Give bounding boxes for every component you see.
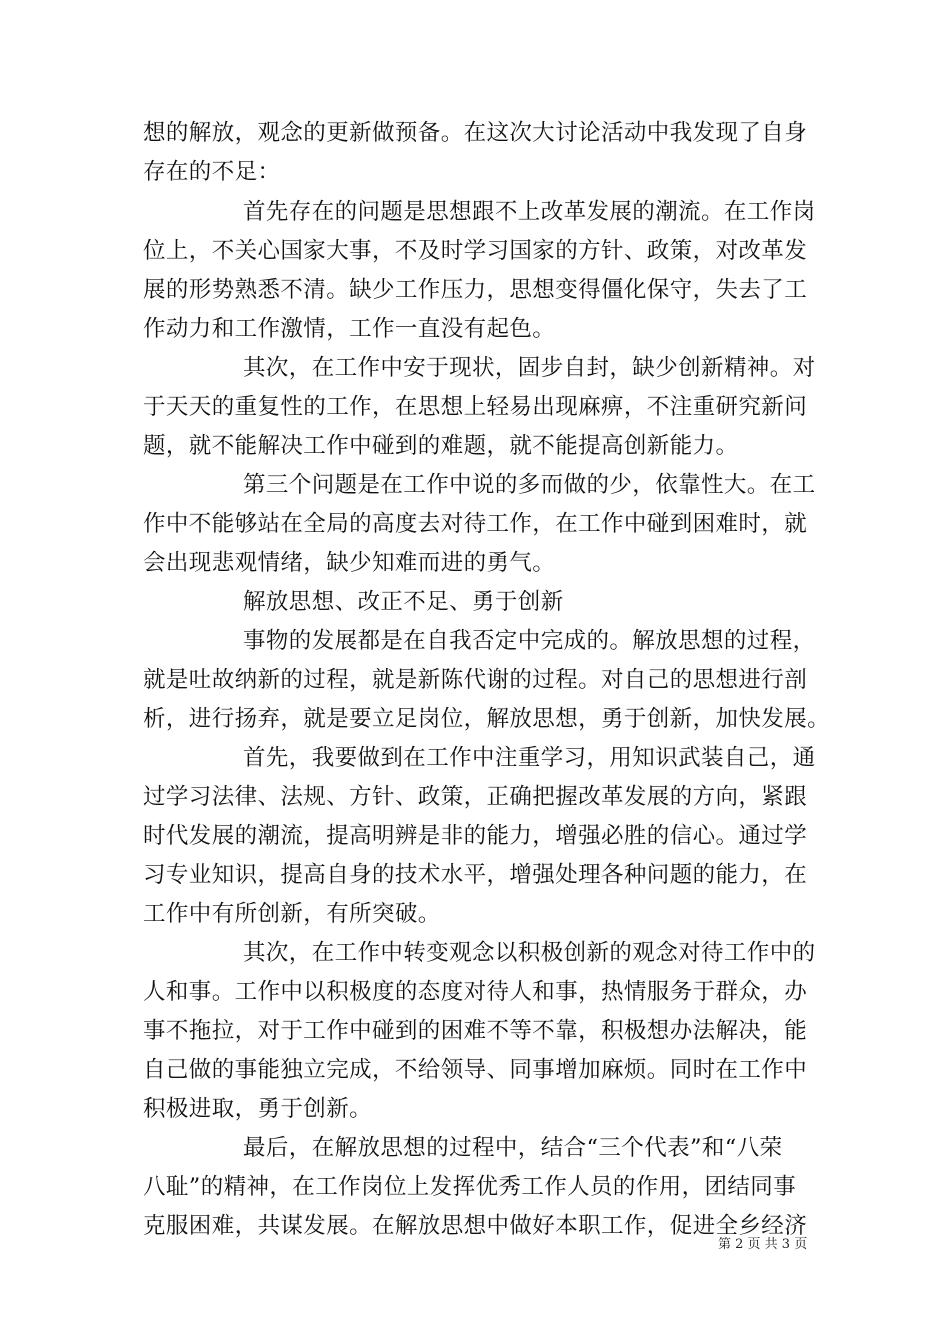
text-line: 克服困难，共谋发展。在解放思想中做好本职工作，促进全乡经济 (143, 1213, 808, 1239)
text-line: 作中不能够站在全局的高度去对待工作，在工作中碰到困难时，就 (143, 511, 808, 537)
text-line: 展的形势熟悉不清。缺少工作压力，思想变得僵化保守，失去了工 (143, 277, 808, 303)
text-line: 首先存在的问题是思想跟不上改革发展的潮流。在工作岗 (243, 199, 816, 225)
text-line: 自己做的事能独立完成，不给领导、同事增加麻烦。同时在工作中 (143, 1057, 808, 1083)
section-heading: 解放思想、改正不足、勇于创新 (243, 589, 564, 615)
text-line: 于天天的重复性的工作，在思想上轻易出现麻痹，不注重研究新问 (143, 394, 808, 420)
text-line: 题，就不能解决工作中碰到的难题，就不能提高创新能力。 (143, 433, 739, 459)
text-line: 人和事。工作中以积极度的态度对待人和事，热情服务于群众，办 (143, 979, 808, 1005)
text-line: 习专业知识，提高自身的技术水平，增强处理各种问题的能力，在 (143, 862, 808, 888)
text-line: 事不拖拉，对于工作中碰到的困难不等不靠，积极想办法解决，能 (143, 1018, 808, 1044)
text-line: 存在的不足： (143, 159, 281, 185)
text-line: 事物的发展都是在自我否定中完成的。解放思想的过程， (243, 628, 816, 654)
text-line: 最后，在解放思想的过程中，结合“三个代表”和“八荣 (243, 1135, 783, 1161)
text-line: 工作中有所创新，有所突破。 (143, 901, 441, 927)
page-number: 第 2 页 共 3 页 (718, 1237, 808, 1252)
text-line: 作动力和工作激情，工作一直没有起色。 (143, 316, 556, 342)
text-line: 第三个问题是在工作中说的多而做的少，依靠性大。在工 (243, 472, 816, 498)
text-line: 位上，不关心国家大事，不及时学习国家的方针、政策，对改革发 (143, 238, 808, 264)
text-line: 过学习法律、法规、方针、政策，正确把握改革发展的方向，紧跟 (143, 784, 808, 810)
text-line: 积极进取，勇于创新。 (143, 1096, 373, 1122)
text-line: 时代发展的潮流，提高明辨是非的能力，增强必胜的信心。通过学 (143, 823, 808, 849)
text-line: 析，进行扬弃，就是要立足岗位，解放思想，勇于创新，加快发展。 (143, 706, 831, 732)
text-line: 首先，我要做到在工作中注重学习，用知识武装自己，通 (243, 745, 816, 771)
text-line: 其次，在工作中安于现状，固步自封，缺少创新精神。对 (243, 355, 816, 381)
text-line: 想的解放，观念的更新做预备。在这次大讨论活动中我发现了自身 (143, 120, 808, 146)
text-line: 就是吐故纳新的过程，就是新陈代谢的过程。对自己的思想进行剖 (143, 667, 808, 693)
text-line: 八耻”的精神，在工作岗位上发挥优秀工作人员的作用，团结同事 (143, 1174, 797, 1200)
text-line: 其次，在工作中转变观念以积极创新的观念对待工作中的 (243, 940, 816, 966)
text-line: 会出现悲观情绪，缺少知难而进的勇气。 (143, 550, 556, 576)
